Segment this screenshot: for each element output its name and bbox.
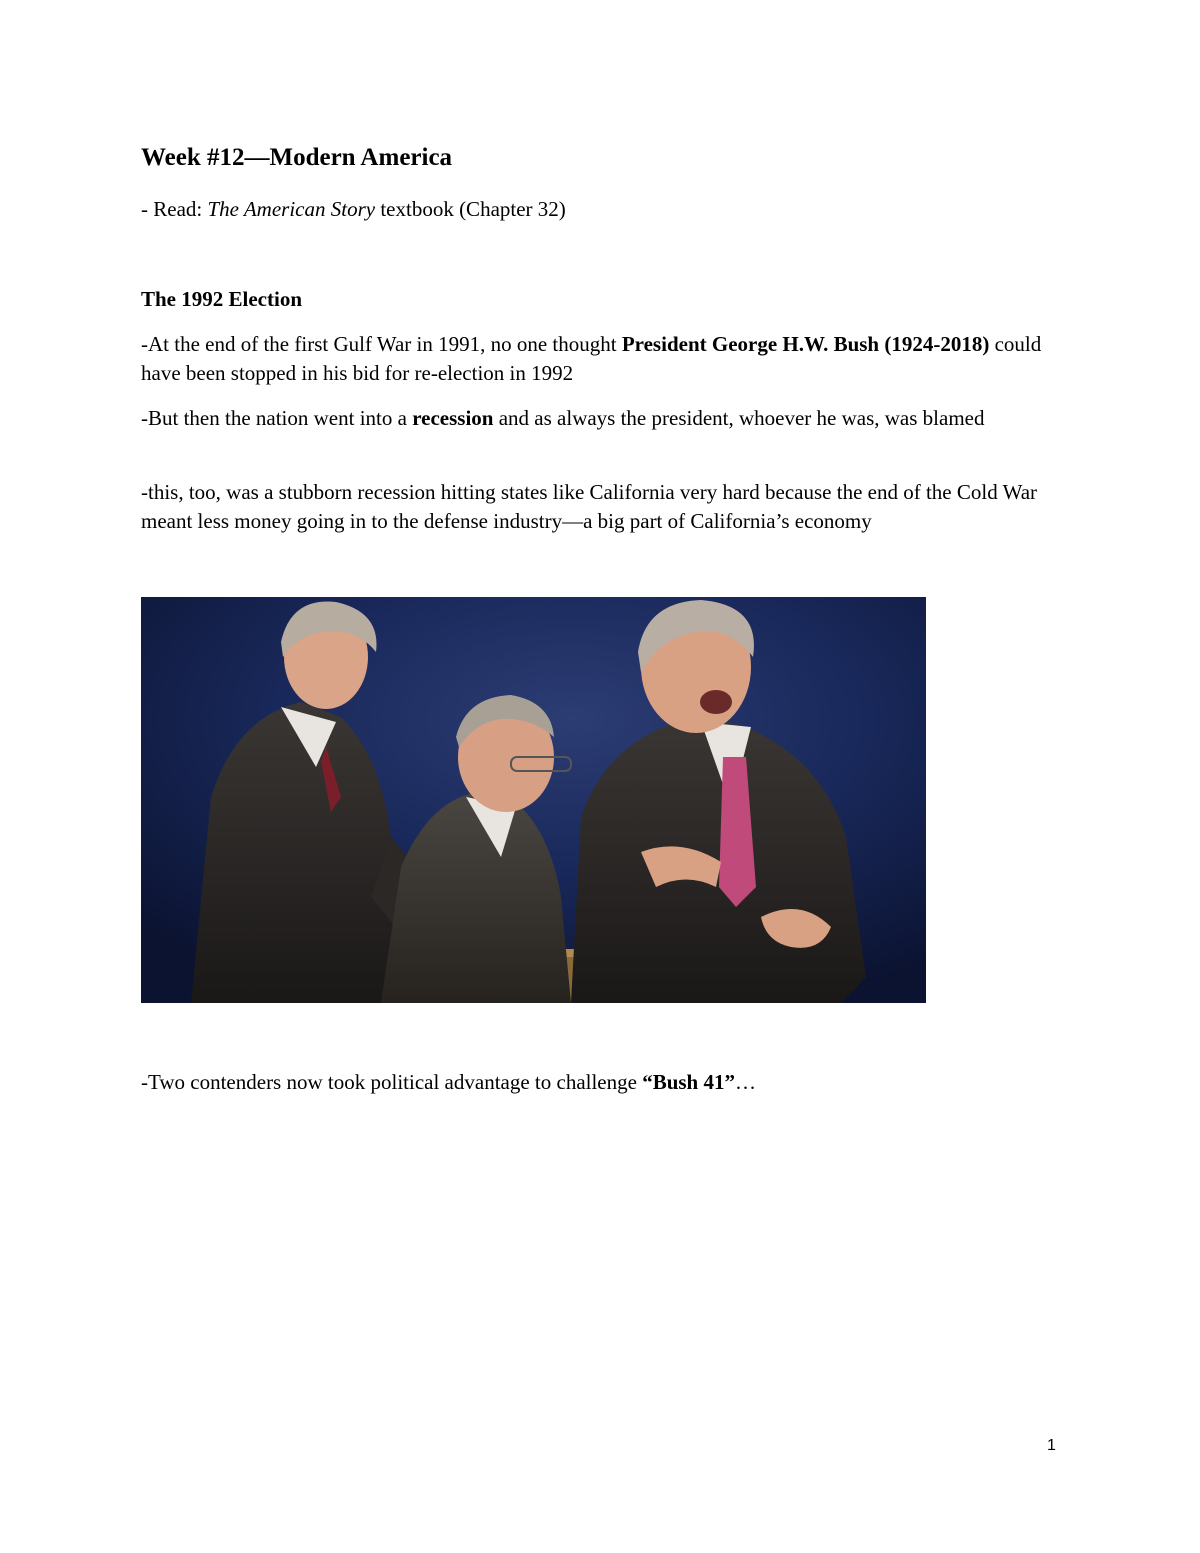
paragraph-text: -At the end of the first Gulf War in 1991, no one thought: [141, 332, 622, 356]
book-title: The American Story: [207, 197, 376, 221]
photo-illustration: [141, 597, 926, 1003]
paragraph-text: -But then the nation went into a: [141, 406, 413, 430]
bold-text: “Bush 41”: [642, 1070, 735, 1094]
reading-suffix: textbook (Chapter 32): [375, 197, 566, 221]
paragraph-text: -Two contenders now took political advantage to challenge: [141, 1070, 643, 1094]
paragraph-recession: [141, 404, 1061, 433]
debate-photo: [141, 597, 926, 1003]
paragraph-gulf-war: [141, 330, 1061, 388]
paragraph-text: …: [735, 1070, 756, 1094]
section-heading: The 1992 Election: [141, 287, 302, 311]
paragraph-text: and as always the president, whoever he was, was blamed: [493, 406, 985, 430]
bold-text: President George H.W. Bush (1924-2018): [621, 332, 990, 356]
page-number: 1: [1047, 1437, 1056, 1454]
reading-prefix: - Read:: [141, 197, 208, 221]
paragraph-text: could have been stopped in his bid for re-election in 1992: [141, 332, 1042, 385]
page-title: Week #12—Modern America: [141, 144, 453, 171]
paragraph-california: -this, too, was a stubborn recession hitting states like California very hard because the end of the Cold War meant less money going in to the defense industry—a big part of California’s economy: [141, 480, 1038, 533]
bold-text: recession: [412, 406, 494, 430]
reading-assignment: [141, 194, 566, 224]
paragraph-contenders: [141, 1068, 1041, 1097]
